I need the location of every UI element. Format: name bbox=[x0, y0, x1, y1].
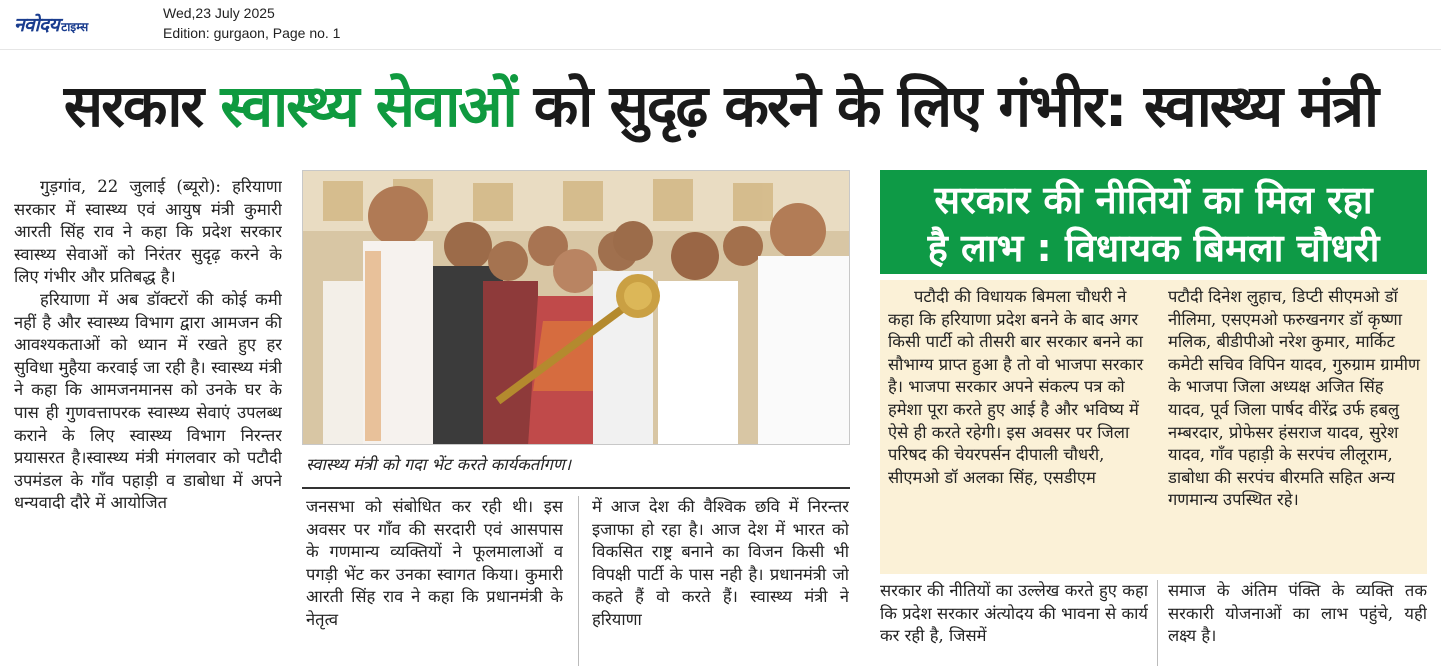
article-col2-text: जनसभा को संबोधित कर रही थी। इस अवसर पर गाँव की सरदारी एवं आसपास के गणमान्य व्यक्तियों ने फूलमालाओं व पगड़ी भेंट कर उनका स्वागत किया। कुमारी आरती सिंह राव ने कहा कि प्रधानमंत्री के नेतृत्व bbox=[306, 497, 563, 629]
edition-date: Wed,23 July 2025 bbox=[163, 5, 275, 21]
sidebar-box-col1-text: पटौदी की विधायक बिमला चौधरी ने कहा कि हरियाणा प्रदेश बनने के बाद अगर किसी पार्टी को तीसरी बार सरकार बनने का सौभाग्य प्राप्त हुआ है तो वो भाजपा सरकार है। भाजपा सरकार अपने संकल्प पत्र को हमेशा पूरा करते हुए आई है और भविष्य में ऐसे ही करते रहेगी। इस अवसर पर जिला परिषद की चेयरपर्सन दीपाली चौधरी, सीएमओ डॉ अलका सिंह, एसडीएम bbox=[888, 287, 1144, 487]
main-headline bbox=[0, 58, 1441, 154]
column-divider bbox=[578, 496, 579, 666]
headline-part-2: स्वास्थ्य सेवाओं bbox=[220, 72, 516, 140]
sidebar-headline-line-1: सरकार की नीतियों का मिल रहा bbox=[934, 178, 1373, 222]
sidebar-box-column-2 bbox=[1168, 286, 1422, 572]
sidebar-after-column-1 bbox=[880, 580, 1148, 670]
sidebar-shaded-box bbox=[880, 280, 1427, 574]
photo-caption: स्वास्थ्य मंत्री को गदा भेंट करते कार्यकर्तागण। bbox=[306, 455, 571, 474]
sidebar-after-col1-text: सरकार की नीतियों का उल्लेख करते हुए कहा कि प्रदेश सरकार अंत्योदय की भावना से कार्य कर रही है, जिसमें bbox=[880, 581, 1148, 646]
sidebar-after-column-2 bbox=[1168, 580, 1427, 670]
sidebar-box-col2-text: पटौदी दिनेश लुहाच, डिप्टी सीएमओ डॉ नीलिमा, एसएमओ फरुखनगर डॉ कृष्णा मलिक, बीडीपीओ नरेश कुमार, मार्किट कमेटी सचिव विपिन यादव, गुरुग्राम ग्रामीण के भाजपा जिला अध्यक्ष अजित सिंह यादव, पूर्व जिला पार्षद वीरेंद्र उर्फ हबलु नम्बरदार, प्रोफेसर हंसराज यादव, सुरेश यादव, गाँव पहाड़ी के सरपंच लीलूराम, डाबोधा की सरपंच बीरमति सहित अन्य गणमान्य उपस्थित रहे। bbox=[1168, 287, 1420, 510]
article-col3-text: में आज देश की वैश्विक छवि में निरन्तर इजाफा हो रहा है। आज देश में भारत को विकसित राष्ट्र बनाने का विजन किसी भी विपक्षी पार्टी के पास नही है। प्रधानमंत्री जो कहते हैं वो करते हैं। स्वास्थ्य मंत्री ने हरियाणा bbox=[592, 497, 849, 629]
sidebar-headline-line-2: है लाभ : विधायक बिमला चौधरी bbox=[927, 226, 1380, 270]
article-photo[interactable] bbox=[302, 170, 850, 445]
headline-part-1: सरकार bbox=[63, 72, 221, 140]
logo-sub-text: टाइम्स bbox=[61, 20, 89, 34]
sidebar-box-column-1 bbox=[888, 286, 1150, 572]
article-col1-paragraph-1: गुड़गांव, 22 जुलाई (ब्यूरो): हरियाणा सरकार में स्वास्थ्य एवं आयुष मंत्री कुमारी आरती सिंह राव ने कहा कि प्रदेश सरकार स्वास्थ्य सेवाओं को निरंतर सुदृढ़ करने के लिए गंभीर और प्रतिबद्ध है। bbox=[14, 177, 282, 287]
caption-divider bbox=[302, 487, 850, 489]
headline-part-3: को सुदृढ़ करने के लिए गंभीर: स्वास्थ्य मंत्री bbox=[515, 72, 1378, 140]
sidebar-column-divider bbox=[1157, 580, 1158, 666]
article-col1-paragraph-2: हरियाणा में अब डॉक्टरों की कोई कमी नहीं है और स्वास्थ्य विभाग द्वारा आमजन की आवश्यकताओं को ध्यान में रखते हुए हर सुविधा मुहैया करवाई जा रही है। स्वास्थ्य मंत्री ने कहा कि आमजनमानस को उनके घर के पास ही गुणवत्तापरक स्वास्थ्य सेवाएं उपलब्ध कराने के लिए स्वास्थ्य विभाग निरन्तर प्रयासरत है।स्वास्थ्य मंत्री मंगलवार को पटौदी उपमंडल के गाँव पहाड़ी व डाबोधा में अपने धन्यवादी दौरे में आयोजित bbox=[14, 289, 282, 513]
newspaper-logo[interactable] bbox=[14, 11, 89, 36]
sidebar-after-col2-text: समाज के अंतिम पंक्ति के व्यक्ति तक सरकारी योजनाओं का लाभ पहुंचे, यही लक्ष्य है। bbox=[1168, 581, 1427, 646]
article-column-3 bbox=[592, 496, 849, 670]
article-column-2 bbox=[306, 496, 563, 670]
group-photo-illustration bbox=[303, 171, 850, 445]
edition-info: Edition: gurgaon, Page no. 1 bbox=[163, 25, 341, 41]
article-column-1 bbox=[14, 176, 282, 670]
sidebar-headline-box bbox=[880, 170, 1427, 274]
top-bar bbox=[0, 0, 1441, 50]
logo-main-text: नवोदय bbox=[14, 14, 60, 36]
